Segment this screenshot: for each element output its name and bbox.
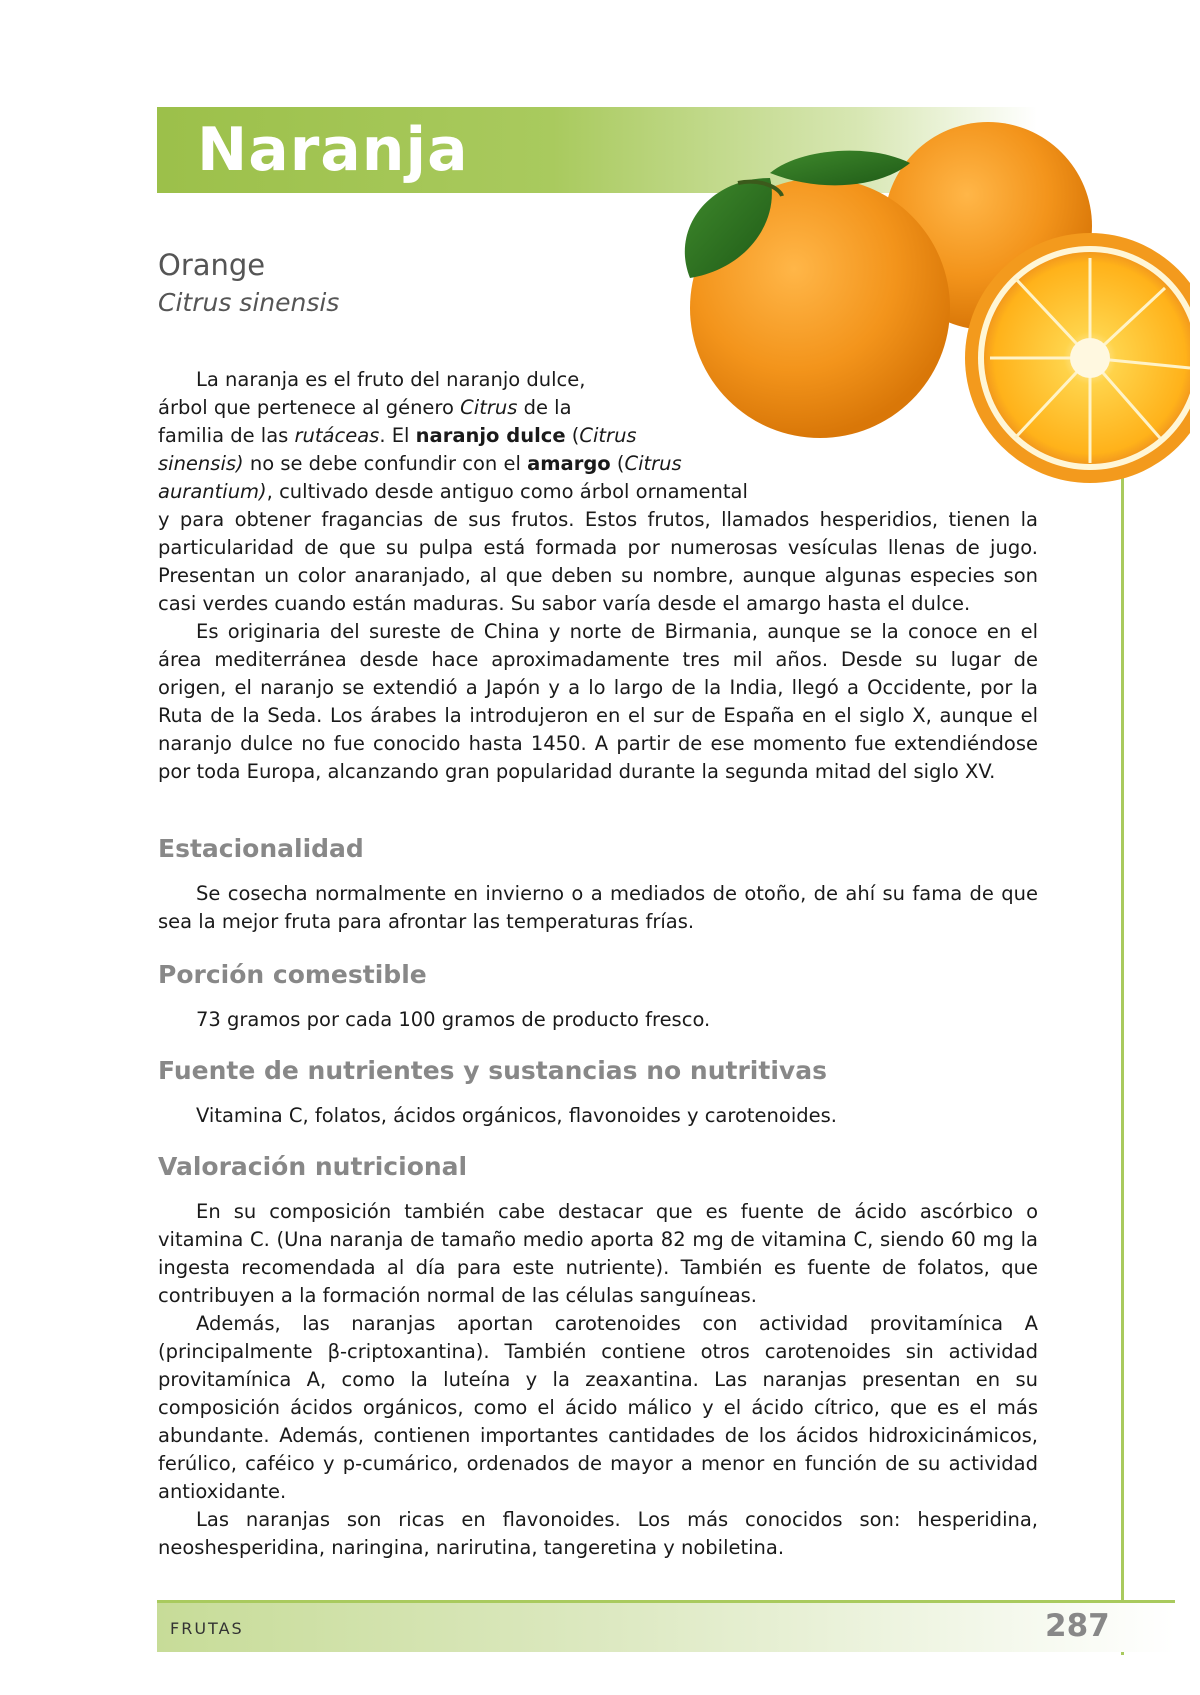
intro-italic: aurantium) (158, 480, 267, 503)
fuente-text: Vitamina C, folatos, ácidos orgánicos, flavonoides y carotenoides. (196, 1104, 837, 1127)
heading-valoracion: Valoración nutricional (158, 1152, 468, 1181)
scientific-name: Citrus sinensis (158, 288, 340, 317)
intro-text: de la (517, 396, 572, 419)
intro-text: , cultivado desde antiguo como árbol ornamental (266, 480, 748, 503)
intro-line-4 (158, 450, 718, 478)
intro-italic: Citrus (460, 396, 518, 419)
intro-text: ( (610, 452, 625, 475)
intro-text: no se debe confundir con el (243, 452, 528, 475)
valoracion-paragraph-3: Las naranjas son ricas en flavonoides. Los más conocidos son: hesperidina, neoshesperidina, naringina, narirutina, tangeretina y nobiletina. (158, 1508, 1038, 1559)
intro-line-5 (158, 478, 798, 506)
intro-bold: naranjo dulce (415, 424, 566, 447)
footer-band (157, 1600, 1175, 1652)
page-number: 287 (1045, 1608, 1110, 1644)
estacionalidad-text: Se cosecha normalmente en invierno o a mediados de otoño, de ahí su fama de que sea la mejor fruta para afrontar las temperaturas frías. (158, 882, 1038, 933)
page-title: Naranja (197, 115, 469, 185)
intro-text: árbol que pertenece al género (158, 396, 461, 419)
intro-italic: Citrus (579, 424, 637, 447)
intro-italic: Citrus (624, 452, 682, 475)
origin-paragraph: Es originaria del sureste de China y norte de Birmania, aunque se la conoce en el área mediterránea desde hace aproximadamente tres mil años. Desde su lugar de origen, el naranjo se extendió a Japón y a lo largo de la India, llegó a Occidente, por la Ruta de la Seda. Los árabes la introdujeron en el sur de España en el siglo X, aunque el naranjo dulce no fue conocido hasta 1450. A partir de ese momento fue extendiéndose por toda Europa, alcanzando gran popularidad durante la segunda mitad del siglo XV. (158, 620, 1038, 783)
intro-line-2 (158, 394, 668, 422)
intro-text: familia de las (158, 424, 295, 447)
intro-line-1 (158, 366, 668, 394)
heading-porcion: Porción comestible (158, 960, 427, 989)
intro-bold: amargo (527, 452, 611, 475)
intro-text: . El (379, 424, 416, 447)
intro-paragraph-rest: y para obtener fragancias de sus frutos. Estos frutos, llamados hesperidios, tienen la particularidad de que su pulpa está formada por numerosas vesículas llenas de jugo. Presentan un color anaranjado, al que deben su nombre, aunque algunas especies son casi verdes cuando están maduras. Su sabor varía desde el amargo hasta el dulce. (158, 508, 1038, 615)
heading-fuente: Fuente de nutrientes y sustancias no nutritivas (158, 1056, 827, 1085)
intro-italic: rutáceas (294, 424, 380, 447)
intro-text: La naranja es el fruto del naranjo dulce, (196, 368, 586, 391)
heading-estacionalidad: Estacionalidad (158, 834, 364, 863)
porcion-text: 73 gramos por cada 100 gramos de producto fresco. (196, 1008, 711, 1031)
leaf-top-shape (770, 151, 910, 186)
footer-rule (157, 1600, 1175, 1603)
valoracion-paragraph-1: En su composición también cabe destacar que es fuente de ácido ascórbico o vitamina C. (Una naranja de tamaño medio aporta 82 mg de vitamina C, siendo 60 mg la ingesta recomendada al día para este nutriente). También es fuente de folatos, que contribuyen a la formación normal de las células sanguíneas. (158, 1200, 1038, 1307)
orange-fruit-image (650, 118, 1190, 498)
footer-section-name: FRUTAS (170, 1619, 244, 1638)
intro-italic: sinensis) (158, 452, 244, 475)
common-name: Orange (158, 248, 266, 282)
valoracion-paragraph-2: Además, las naranjas aportan carotenoides con actividad provitamínica A (principalmente β-criptoxantina). También contiene otros carotenoides sin actividad provitamínica A, como la luteína y la zeaxantina. Las naranjas presentan en su composición ácidos orgánicos, como el ácido málico y el ácido cítrico, que es el más abundante. Además, contienen importantes cantidades de los ácidos hidroxicinámicos, ferúlico, caféico y p-cumárico, ordenados de mayor a menor en función de su actividad antioxidante. (158, 1312, 1038, 1503)
intro-text: ( (565, 424, 580, 447)
intro-line-3 (158, 422, 698, 450)
